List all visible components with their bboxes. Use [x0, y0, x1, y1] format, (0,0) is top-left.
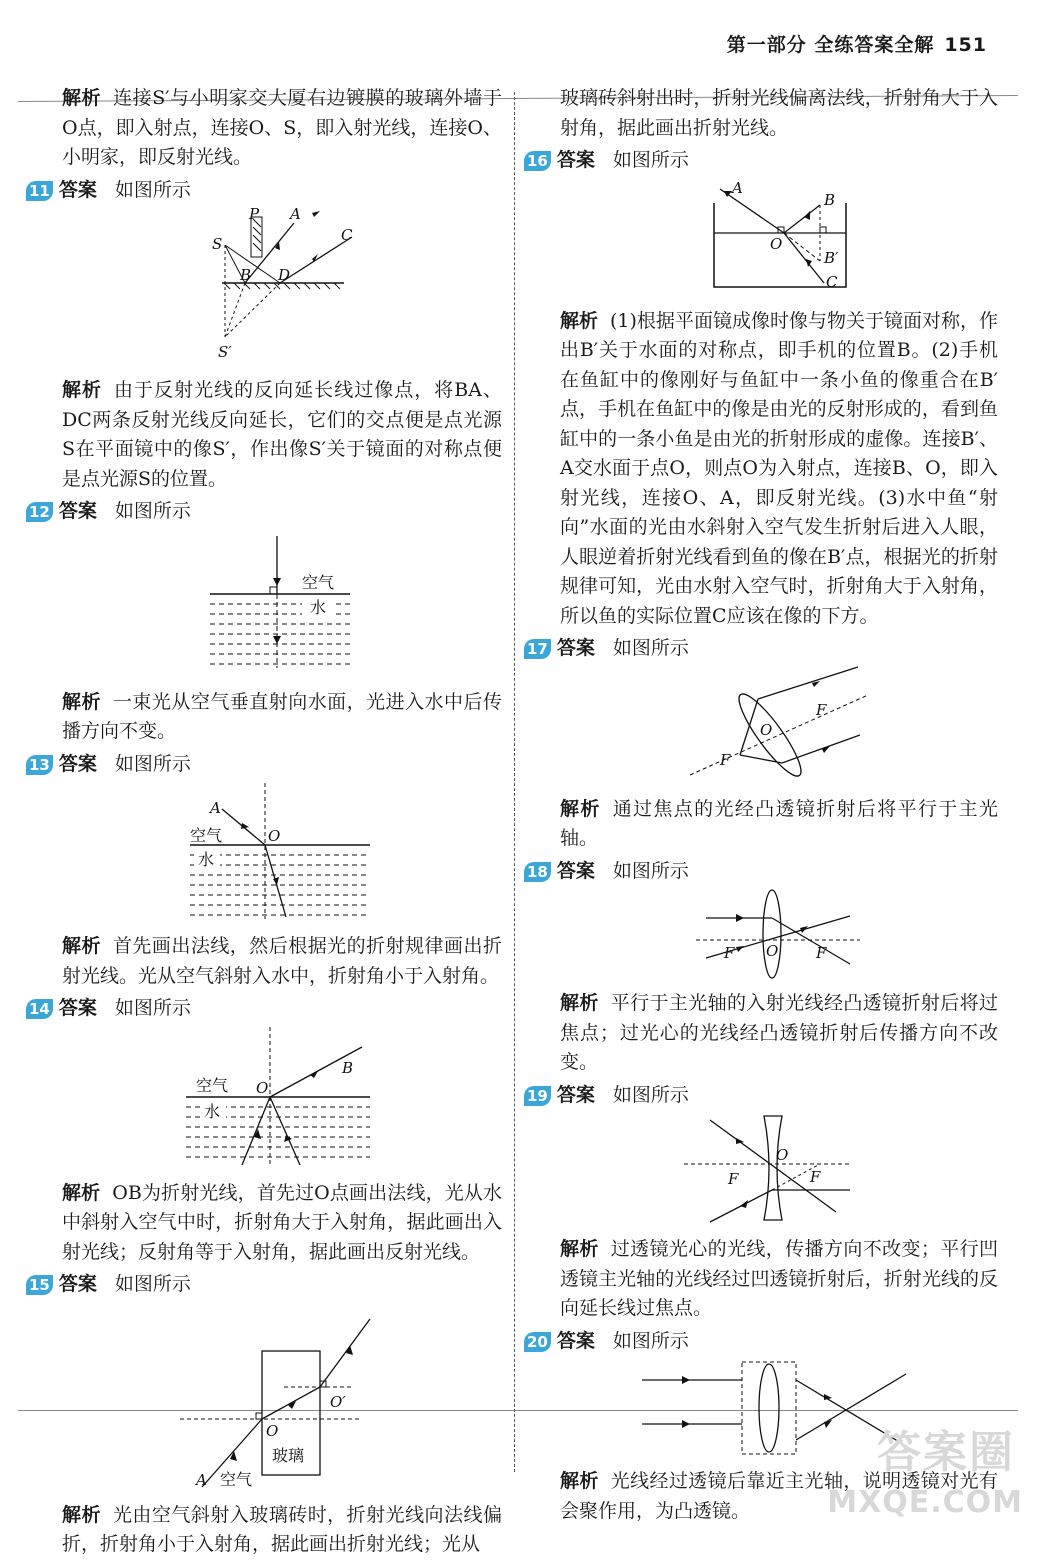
page-header: [727, 30, 987, 57]
watermark-logo: 答案圈: [877, 1427, 1015, 1478]
answer-q15: 15 答案 如图所示: [26, 1269, 502, 1301]
figure-q14: [62, 1025, 502, 1179]
figure-q16: [560, 177, 998, 307]
svg-text:O: O: [256, 1079, 269, 1097]
question-number-badge: 11: [26, 181, 53, 201]
answer-q20: 20 答案 如图所示: [524, 1326, 998, 1358]
svg-text:水: 水: [204, 1102, 221, 1121]
question-number-badge: 20: [524, 1332, 551, 1352]
answer-q14: 14 答案 如图所示: [26, 993, 502, 1025]
figure-q11: [62, 207, 502, 377]
analysis-q15: 解析 光由空气斜射入玻璃砖时，折射光线向法线偏折，折射角小于入射角，据此画出折射光线；光从: [62, 1503, 502, 1555]
analysis-q18: 解析 平行于主光轴的入射光线经凸透镜折射后将过焦点；过光心的光线经凸透镜折射后传播方向不改变。: [560, 992, 998, 1073]
svg-text:B′: B′: [824, 249, 839, 267]
header-section: 第一部分 全练答案全解: [726, 34, 935, 56]
question-number-badge: 14: [26, 999, 53, 1019]
svg-text:A: A: [290, 206, 301, 223]
right-column: [527, 84, 998, 1528]
svg-text:A: A: [196, 1471, 207, 1489]
question-number-badge: 18: [524, 862, 551, 882]
svg-text:F: F: [816, 701, 827, 719]
svg-text:C: C: [826, 273, 838, 291]
analysis-q11: 解析 由于反射光线的反向延长线过像点，将BA、DC两条反射光线反向延长，它们的交点便是点光源S在平面镜中的像S′，作出像S′关于镜面的对称点便是点光源S的位置。: [62, 379, 502, 490]
svg-text:O: O: [766, 941, 779, 960]
analysis-q16: 解析 (1)根据平面镜成像时像与物关于镜面对称，作出B′关于水面的对称点，即手机的位置B。(2)手机在鱼缸中的像刚好与鱼缸中一条小鱼的像重合在B′点，手机在鱼缸中的像是由光的反射形成的，看到鱼缸中的一条小鱼是由光的折射形成的虚像。连接B′、A交水面于点O，则点O为入射点，连接B、O，即入射光线，连接O、A，即反射光线。(3)水中鱼“射向”水面的光由水斜射入空气发生折射后进入人眼，人眼逆着折射光线看到鱼的像在B′点，根据光的折射规律可知，光由水射入空气时，折射角大于入射角，所以鱼的实际位置C应该在像的下方。: [560, 309, 998, 627]
svg-text:水: 水: [310, 598, 327, 617]
analysis-q12: 解析 一束光从空气垂直射向水面，光进入水中后传播方向不变。: [62, 690, 502, 742]
figure-q13: [62, 781, 502, 933]
figure-q15: [62, 1301, 502, 1501]
svg-text:F: F: [720, 751, 731, 769]
answer-q16: 16 答案 如图所示: [524, 145, 998, 177]
svg-text:O: O: [770, 235, 783, 253]
analysis-q10: 解析 连接S′与小明家交大厦右边镀膜的玻璃外墙于O点，即入射点，连接O、S，即入射光线，连接O、小明家，即反射光线。: [62, 87, 502, 168]
answer-q19: 19 答案 如图所示: [524, 1080, 998, 1112]
svg-text:D: D: [278, 265, 291, 284]
watermark: [827, 1426, 1033, 1526]
question-number-badge: 15: [26, 1275, 53, 1295]
svg-text:P: P: [249, 206, 260, 223]
svg-text:O: O: [760, 721, 773, 739]
answer-q11: 11 答案 如图所示: [26, 175, 502, 207]
svg-text:O: O: [268, 826, 281, 845]
svg-text:空气: 空气: [196, 1076, 229, 1095]
svg-text:F: F: [724, 943, 735, 962]
svg-text:B: B: [240, 265, 252, 284]
analysis-q14: 解析 OB为折射光线，首先过O点画出法线，光从水中斜射入空气中时，折射角大于入射角，据此画出入射光线；反射角等于入射角，据此画出反射光线。: [62, 1181, 502, 1263]
svg-text:空气: 空气: [190, 825, 223, 845]
svg-text:F: F: [816, 943, 827, 962]
svg-text:空气: 空气: [302, 573, 335, 592]
answer-q18: 18 答案 如图所示: [524, 856, 998, 888]
figure-q18: [560, 888, 998, 990]
question-number-badge: 16: [524, 151, 551, 171]
svg-text:玻璃: 玻璃: [272, 1446, 305, 1465]
question-number-badge: 13: [26, 755, 53, 775]
figure-q19: [560, 1112, 998, 1236]
svg-text:F: F: [728, 1169, 739, 1188]
analysis-q19: 解析 过透镜光心的光线，传播方向不改变；平行凹透镜主光轴的光线经过凹透镜折射后，折射光线的反向延长线过焦点。: [560, 1238, 998, 1319]
answer-q17: 17 答案 如图所示: [524, 633, 998, 665]
analysis-q17: 解析 通过焦点的光经凸透镜折射后将平行于主光轴。: [560, 797, 998, 849]
page-number: 151: [944, 34, 987, 56]
svg-text:A: A: [732, 179, 743, 197]
svg-text:O: O: [776, 1145, 789, 1164]
answer-q12: 12 答案 如图所示: [26, 496, 502, 528]
svg-text:空气: 空气: [220, 1470, 253, 1489]
svg-text:S′: S′: [218, 342, 232, 361]
svg-text:B: B: [824, 191, 836, 209]
svg-text:C: C: [341, 225, 353, 244]
svg-text:O: O: [266, 1422, 279, 1440]
question-number-badge: 12: [26, 502, 53, 522]
figure-q17: [560, 665, 998, 795]
left-column: [29, 84, 502, 1562]
analysis-q13: 解析 首先画出法线，然后根据光的折射规律画出折射光线。光从空气斜射入水中，折射角小于入射角。: [62, 935, 502, 987]
svg-text:A: A: [210, 798, 221, 817]
analysis-q20: 解析 光线经过透镜后靠近主光轴，说明透镜对光有会聚作用，为凸透镜。: [560, 1470, 998, 1522]
figure-q12: [62, 528, 502, 688]
svg-text:S: S: [212, 234, 223, 253]
svg-text:O′: O′: [330, 1393, 346, 1411]
question-number-badge: 17: [524, 639, 551, 659]
svg-text:水: 水: [198, 849, 215, 869]
svg-text:F: F: [810, 1167, 821, 1186]
answer-q13: 13 答案 如图所示: [26, 749, 502, 781]
watermark-url: MXQE.COM: [827, 1485, 1023, 1520]
svg-text:B: B: [342, 1059, 354, 1077]
analysis-q15-continued: 玻璃砖斜射出时，折射光线偏离法线，折射角大于入射角，据此画出折射光线。: [560, 87, 998, 139]
column-divider: [514, 92, 515, 1472]
question-number-badge: 19: [524, 1086, 551, 1106]
